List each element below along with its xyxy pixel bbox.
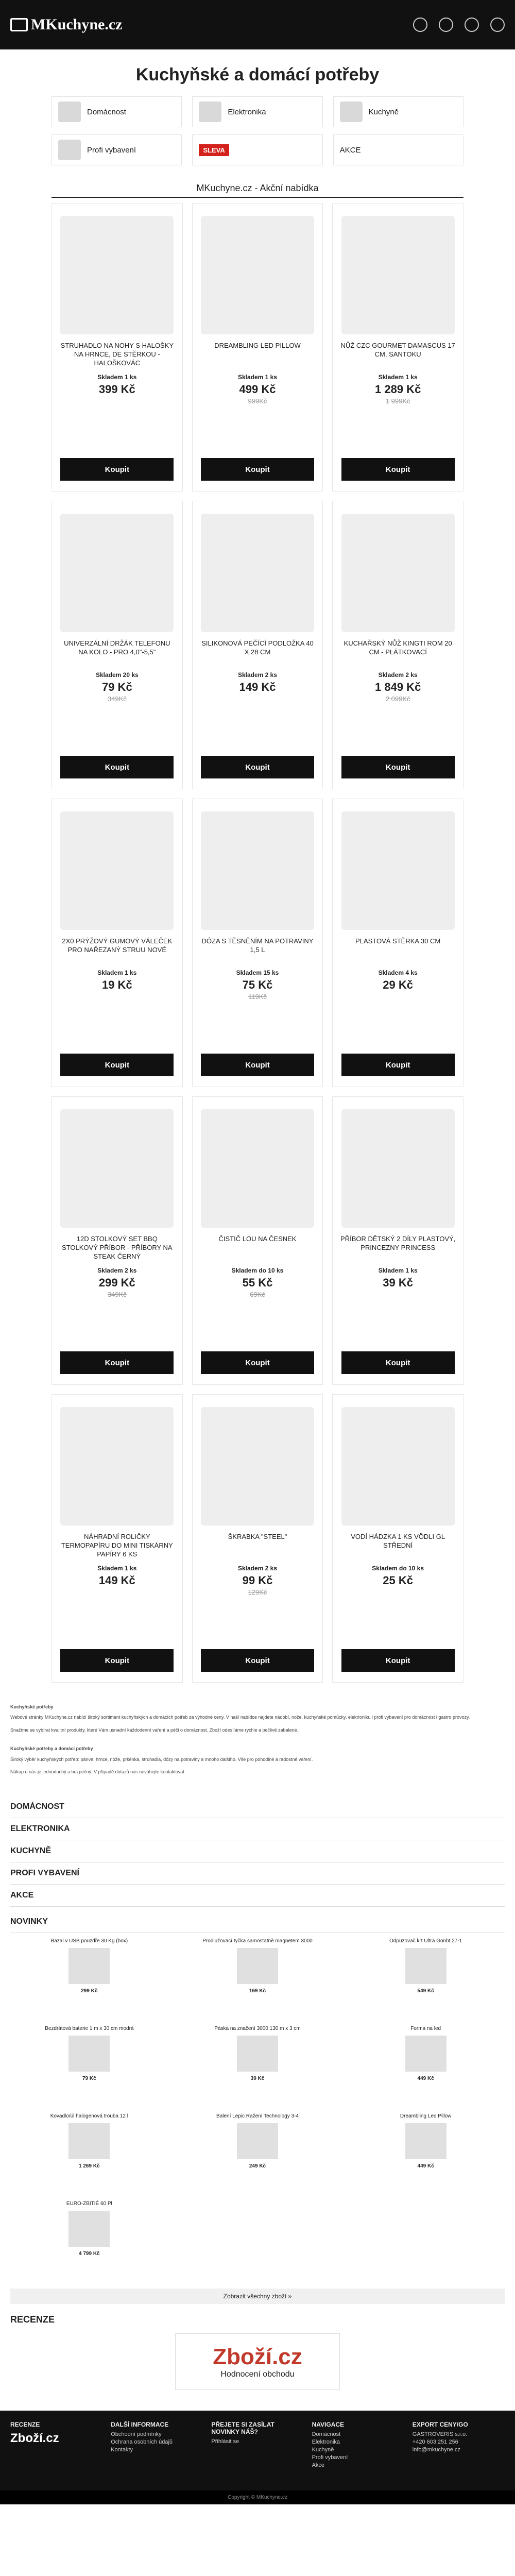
product-stock: Skladem 15 ks [236,969,279,976]
buy-button[interactable]: Koupit [341,1351,455,1374]
category-menu [10,1796,505,1933]
footer-col-newsletter [211,2421,303,2470]
news-image[interactable] [68,2036,110,2072]
product-image[interactable] [201,1407,314,1526]
product-card[interactable] [192,501,323,789]
product-price: 19 Kč [101,978,132,991]
footer-col-nav [312,2421,404,2470]
text-heading: Kuchyňské potřeby [10,1704,54,1709]
footer-link[interactable]: Domácnost [312,2431,341,2438]
logo[interactable] [10,16,122,33]
text-paragraph: Snažíme se vybírat kvalitní produkty, které Vám usnadní každodenní vaření a péči o domácnost. Zboží odesíláme rychle a pečlivě zabalené. [10,1727,299,1733]
product-title[interactable]: ČISTIČ LOU NA ČESNEK [218,1235,297,1243]
text-heading: Kuchyňské potřeby a domácí potřeby [10,1746,93,1752]
product-title[interactable]: STRUHADLO NA NOHY S HALOŠKY NA HRNCE, DE STĚRKOU - HALOŠKOVÁC [60,342,174,367]
footer-link[interactable]: Akce [312,2462,325,2469]
news-price: 79 Kč [82,2076,96,2082]
category-label: Elektronika [228,107,266,116]
text-paragraph: Webové stránky MKuchyne.cz nabízí široký sortiment kuchyňských a domácích potřeb za výhodné ceny. V naší nabídce najdete nádobí, nože, kuchyňské pomůcky, elektroniku i profi vybavení pro domácnost i gastro provozy. [10,1715,470,1720]
product-card[interactable] [192,203,323,492]
offer-title: MKuchyne.cz - Akční nabídka [52,183,464,198]
product-price: 499 Kč [239,383,276,396]
news-name[interactable]: Páska na značení 3000 130 m x 3 cm [214,2026,301,2032]
product-image[interactable] [201,811,314,930]
product-image[interactable] [341,1407,455,1526]
category-sleva[interactable] [192,134,322,165]
product-stock: Skladem 20 ks [95,671,139,679]
text-paragraph: Nákup u nás je jednoduchý a bezpečný. V případě dotazů nás neváhejte kontaktovat. [10,1769,186,1774]
product-image[interactable] [60,514,174,632]
product-image[interactable] [341,216,455,334]
news-name[interactable]: Forma na led [410,2026,441,2032]
logo-text: MKuchyne.cz [31,16,123,33]
buy-button[interactable]: Koupit [341,756,455,778]
header-icons [413,18,505,32]
category-akce[interactable] [333,134,464,165]
news-grid [10,1938,505,2278]
product-title[interactable]: NŮŽ CZC GOURMET DAMASCUS 17 CM, SANTOKU [340,342,455,358]
product-card[interactable] [332,501,464,789]
news-price: 549 Kč [417,1988,434,1994]
buy-button[interactable]: Koupit [60,1351,174,1374]
product-title[interactable]: ŠKRABKA "STEEL" [228,1533,287,1540]
category-label: Profi vybavení [87,145,136,155]
news-image[interactable] [237,2123,278,2159]
product-image[interactable] [60,811,174,930]
cart-logo-icon [10,18,28,31]
buy-button[interactable]: Koupit [341,458,455,481]
news-name[interactable]: Bazal v USB pouzdře 30 Kg (box) [50,1938,128,1944]
news-name[interactable]: Prodlužovací tyčka samostatně magnetem 3000 [202,1938,313,1944]
news-item[interactable] [179,2113,337,2191]
product-stock: Skladem 1 ks [237,374,278,381]
news-name[interactable]: Dreambling Led Pillow [400,2113,452,2120]
buy-button[interactable]: Koupit [201,756,314,778]
product-image[interactable] [341,1109,455,1228]
buy-button[interactable]: Koupit [201,458,314,481]
footer-line[interactable]: info@mkuchyne.cz [412,2447,460,2453]
footer-link[interactable]: Kontakty [111,2447,133,2453]
news-price: 449 Kč [417,2076,434,2082]
product-price: 149 Kč [98,1574,135,1587]
product-old-price: 129Kč [248,1588,267,1596]
product-card[interactable] [52,501,183,789]
menu-item[interactable]: KUCHYNĚ [10,1840,505,1862]
category-thumb [58,101,81,122]
category-kuchyne[interactable] [333,96,464,127]
category-grid [52,96,464,165]
buy-button[interactable]: Koupit [341,1054,455,1076]
product-price: 149 Kč [239,681,276,693]
review-badge[interactable] [175,2333,340,2390]
product-stock: Skladem 2 ks [97,1267,137,1274]
product-title[interactable]: PLASTOVÁ STĚRKA 30 CM [355,937,441,945]
menu-icon[interactable] [490,18,505,32]
news-name[interactable]: Balení Lepic Ražení Technology 3-4 [216,2113,299,2120]
top-bar [0,0,515,49]
product-price: 75 Kč [242,978,273,991]
product-title[interactable]: 2X0 PRÝŽOVÝ GUMOVÝ VÁLEČEK PRO NAŘEZANÝ STRUU NOVÉ [62,937,173,954]
buy-button[interactable]: Koupit [60,1649,174,1672]
news-image[interactable] [405,2036,447,2072]
product-old-price: 1 999Kč [385,397,410,405]
news-item[interactable] [179,2026,337,2103]
product-price: 79 Kč [101,681,132,693]
product-price: 1 289 Kč [375,383,421,396]
footer-line: GASTROVERIS s.r.o. [412,2431,468,2438]
product-card[interactable] [192,1394,323,1683]
text-paragraph: Široký výběr kuchyňských potřeb: pánve, hrnce, nože, prkénka, struhadla, dózy na potraviny a mnoho dalšího. Vše pro pohodlné a radostné vaření. [10,1756,313,1762]
footer-heading: NAVIGACE [312,2421,345,2429]
news-item[interactable] [10,1938,168,2015]
category-profi[interactable] [52,134,182,165]
review-sub: Hodnocení obchodu [220,2370,295,2379]
product-old-price: 349Kč [107,695,127,703]
product-card[interactable] [52,203,183,492]
news-item[interactable] [347,2113,505,2191]
product-title[interactable]: PŘÍBOR DĚTSKÝ 2 DÍLY PLASTOVÝ, PRINCEZNY PRINCESS [340,1235,456,1251]
page-title: Kuchyňské a domácí potřeby [135,65,380,84]
product-old-price: 69Kč [250,1291,265,1298]
product-stock: Skladem 1 ks [378,374,418,381]
buy-button[interactable]: Koupit [201,1649,314,1672]
product-title[interactable]: VODÍ HÁDZKA 1 KS VÖDLI GL STŘEDNÍ [351,1533,445,1549]
product-card[interactable] [332,1394,464,1683]
product-price: 99 Kč [242,1574,273,1587]
product-old-price: 349Kč [107,1291,127,1298]
product-stock: Skladem 2 ks [237,1565,278,1572]
product-stock: Skladem do 10 ks [372,1565,424,1572]
product-stock: Skladem do 10 ks [231,1267,284,1274]
buy-button[interactable]: Koupit [201,1054,314,1076]
product-price: 1 849 Kč [375,681,421,693]
news-item[interactable] [347,1938,505,2015]
news-price: 169 Kč [249,1988,266,1994]
sleva-badge: SLEVA [199,144,229,156]
footer-heading: PŘEJETE SI ZASÍLAT NOVINKY NÁŠ? [211,2421,274,2436]
description-block [10,1703,505,1775]
product-card[interactable] [52,799,183,1087]
product-price: 399 Kč [98,383,135,396]
news-item[interactable] [10,2113,168,2191]
news-image[interactable] [405,2123,447,2159]
news-price: 1 269 Kč [79,2163,100,2170]
news-price: 299 Kč [81,1988,98,1994]
product-image[interactable] [201,514,314,632]
news-name[interactable]: EURO-ZBITIÉ 60 Pl [66,2201,112,2207]
buy-button[interactable]: Koupit [60,458,174,481]
news-price: 39 Kč [250,2076,265,2082]
product-grid [52,203,464,1683]
footer-link[interactable]: Ochrana osobních údajů [111,2439,173,2446]
footer [0,2411,515,2490]
product-old-price: 999Kč [248,397,267,405]
product-title[interactable]: DREAMBLING LED PILLOW [214,342,301,349]
product-image[interactable] [60,216,174,334]
news-image[interactable] [237,1948,278,1984]
news-image[interactable] [68,1948,110,1984]
product-title[interactable]: KUCHAŘSKÝ NŮŽ KINGTI ROM 20 CM - PLÁTKOVACÍ [344,639,452,656]
footer-heading: DALŠÍ INFORMACE [111,2421,169,2429]
product-stock: Skladem 1 ks [378,1267,418,1274]
menu-item[interactable]: PROFI VYBAVENÍ [10,1862,505,1885]
product-stock: Skladem 2 ks [378,671,418,679]
product-card[interactable] [52,1096,183,1385]
footer-col-info [111,2421,203,2470]
product-stock: Skladem 1 ks [97,374,137,381]
footer-heading: RECENZE [10,2421,40,2429]
news-price: 249 Kč [249,2163,266,2170]
product-image[interactable] [341,514,455,632]
product-card[interactable] [192,799,323,1087]
category-thumb [199,101,221,122]
footer-heading: EXPORT CENY/GO [412,2421,468,2429]
category-label: Kuchyně [368,107,399,116]
product-image[interactable] [201,216,314,334]
news-image[interactable] [405,1948,447,1984]
user-icon[interactable] [439,18,453,32]
news-name[interactable]: Odpuzovač krt Ultra Gonbt 27-1 [389,1938,462,1944]
news-name[interactable]: Bezdrátová baterie 1 m x 30 cm modrá [45,2026,134,2032]
news-item[interactable] [347,2026,505,2103]
product-stock: Skladem 1 ks [97,969,137,976]
menu-item[interactable]: AKCE [10,1885,505,1907]
category-thumb [340,101,363,122]
product-image[interactable] [341,811,455,930]
category-label: Domácnost [87,107,126,116]
product-stock: Skladem 1 ks [97,1565,137,1572]
category-elektronika[interactable] [192,96,322,127]
news-image[interactable] [68,2123,110,2159]
product-card[interactable] [332,799,464,1087]
product-price: 299 Kč [98,1276,135,1289]
news-item[interactable] [10,2201,168,2278]
product-card[interactable] [332,1096,464,1385]
product-card[interactable] [52,1394,183,1683]
footer-col-contact [413,2421,505,2470]
product-stock: Skladem 4 ks [378,969,418,976]
news-image[interactable] [68,2211,110,2247]
menu-item[interactable]: DOMÁCNOST [10,1796,505,1818]
product-title[interactable]: SILIKONOVÁ PEČÍCÍ PODLOŽKA 40 X 28 CM [201,639,314,656]
category-thumb [58,140,81,160]
news-title: NOVINKY [10,1911,505,1933]
product-title[interactable]: NÁHRADNÍ ROLIČKY TERMOPAPÍRU DO MINI TISKÁRNY PAPÍRY 6 KS [61,1533,173,1558]
menu-item[interactable]: ELEKTRONIKA [10,1818,505,1840]
product-title[interactable]: UNIVERZÁLNÍ DRŽÁK TELEFONU NA KOLO - PRO 4,0"-5,5" [64,639,170,656]
copyright: Copyright © MKuchyne.cz [0,2490,515,2504]
product-price: 25 Kč [383,1574,414,1587]
footer-link[interactable]: Kuchyně [312,2447,334,2453]
product-price: 39 Kč [383,1276,414,1289]
show-all-button[interactable]: Zobrazit všechny zboží » [10,2289,505,2304]
footer-link[interactable]: Elektronika [312,2439,340,2446]
news-price: 449 Kč [417,2163,434,2170]
product-card[interactable] [332,203,464,492]
footer-col-reviews [10,2421,102,2470]
footer-logo[interactable]: Zboží.cz [10,2431,59,2446]
subscribe-button[interactable]: Přihlásit se [211,2438,239,2445]
product-image[interactable] [60,1109,174,1228]
footer-link[interactable]: Obchodní podmínky [111,2431,162,2438]
news-image[interactable] [237,2036,278,2072]
buy-button[interactable]: Koupit [60,1054,174,1076]
footer-link[interactable]: Profi vybavení [312,2454,348,2461]
buy-button[interactable]: Koupit [60,756,174,778]
product-stock: Skladem 2 ks [237,671,278,679]
product-old-price: 2 099Kč [385,695,410,703]
product-title[interactable]: DÓZA S TĚSNĚNÍM NA POTRAVINY 1,5 L [201,937,314,954]
footer-line[interactable]: +420 603 251 256 [412,2439,458,2446]
product-title[interactable]: 12D STOLKOVÝ SET BBQ STOLKOVÝ PŘÍBOR - PŘÍBORY NA STEAK ČERNÝ [62,1235,173,1260]
product-image[interactable] [60,1407,174,1526]
review-logo: Zboží.cz [213,2344,302,2370]
product-image[interactable] [201,1109,314,1228]
category-domacnost[interactable] [52,96,182,127]
product-old-price: 119Kč [248,993,267,1001]
search-icon[interactable] [413,18,427,32]
cart-icon[interactable] [465,18,479,32]
product-card[interactable] [192,1096,323,1385]
product-price: 29 Kč [383,978,414,991]
news-item[interactable] [179,1938,337,2015]
buy-button[interactable]: Koupit [201,1351,314,1374]
news-item[interactable] [10,2026,168,2103]
reviews-title: RECENZE [10,2314,55,2325]
news-name[interactable]: Kovadlo/úl halogenová trouba 12 l [50,2113,128,2120]
product-price: 55 Kč [242,1276,273,1289]
category-label: AKCE [339,145,361,155]
news-price: 4 799 Kč [79,2251,100,2257]
buy-button[interactable]: Koupit [341,1649,455,1672]
